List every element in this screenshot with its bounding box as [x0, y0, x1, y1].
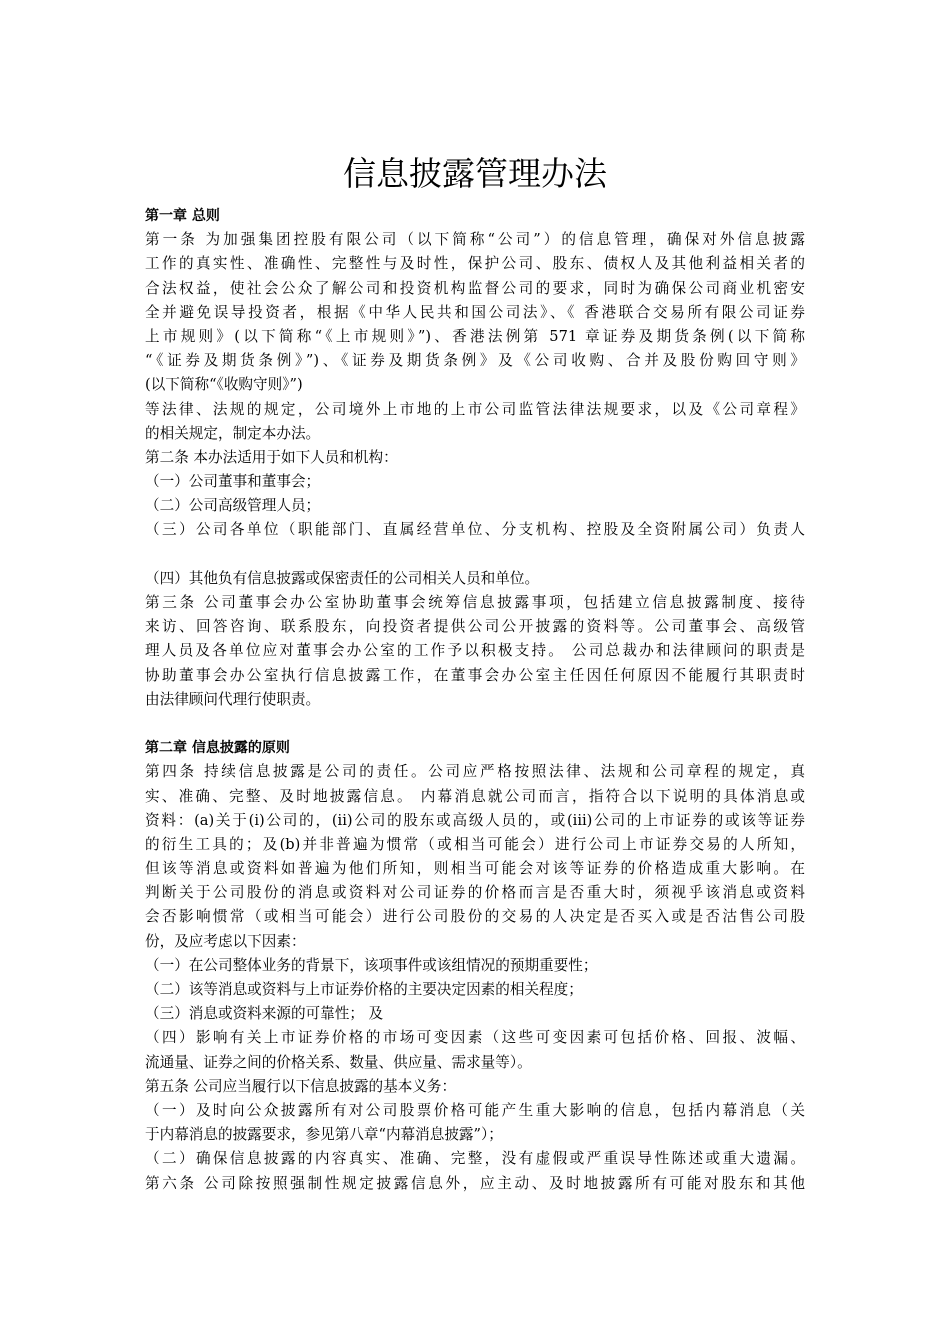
text-line: 第六条 公司除按照强制性规定披露信息外，应主动、及时地披露所有可能对股东和其他 — [145, 1174, 805, 1192]
text-line: 第三条 公司董事会办公室协助董事会统筹信息披露事项，包括建立信息披露制度、接待 — [145, 594, 805, 611]
text-line: 于内幕消息的披露要求，参见第八章“内幕消息披露”）； — [145, 1126, 503, 1144]
text-line: 等法律、法规的规定，公司境外上市地的上市公司监管法律法规要求，以及《公司章程》 — [145, 400, 805, 418]
text-line: 会否影响惯常（或相当可能会）进行公司股份的交易的人决定是否买入或是否沽售公司股 — [145, 908, 805, 926]
text-line: (以下简称“《收购守则》”) — [145, 376, 303, 394]
text-line: 的相关规定，制定本办法。 — [145, 424, 321, 442]
text-line: “《证券及期货条例》”)、《证券及期货条例》及《公司收购、合并及股份购回守则》 — [145, 352, 805, 370]
text-line: 上市规则》(以下简称“《上市规则》”)、香港法例第 571 章证券及期货条例(以下简称 — [145, 327, 805, 345]
text-line: （一）在公司整体业务的背景下，该项事件或该组情况的预期重要性； — [145, 956, 598, 974]
text-line: 来访、回答咨询、联系股东，向投资者提供公司公开披露的资料等。公司董事会、高级管 — [145, 618, 805, 636]
document-title: 信息披露管理办法 — [343, 154, 607, 194]
text-line: （一）及时向公众披露所有对公司股票价格可能产生重大影响的信息，包括内幕消息（关 — [145, 1101, 805, 1119]
text-line: （二）公司高级管理人员； — [145, 497, 321, 515]
text-line: 第四条 持续信息披露是公司的责任。公司应严格按照法律、法规和公司章程的规定，真 — [145, 763, 805, 781]
text-line: （二）确保信息披露的内容真实、准确、完整，没有虚假或严重误导性陈述或重大遗漏。 — [145, 1150, 805, 1168]
text-line: 理人员及各单位应对董事会办公室的工作予以积极支持。 公司总裁办和法律顾问的职责是 — [145, 642, 805, 660]
text-line: 资料：(a)关于(i)公司的，(ii)公司的股东或高级人员的，或(iii)公司的上市证券的或该等证券 — [145, 811, 805, 829]
text-line: 由法律顾问代理行使职责。 — [145, 690, 321, 708]
text-line: （三）公司各单位（职能部门、直属经营单位、分支机构、控股及全资附属公司）负责人 — [145, 521, 805, 539]
text-line: （三）消息或资料来源的可靠性； 及 — [145, 1005, 384, 1023]
text-line: 第五条 公司应当履行以下信息披露的基本义务： — [145, 1077, 457, 1095]
text-line: （一）公司董事和董事会； — [145, 473, 321, 491]
text-line: 第二条 本办法适用于如下人员和机构： — [145, 448, 398, 466]
blank-line — [145, 543, 805, 567]
text-line: （四）其他负有信息披露或保密责任的公司相关人员和单位。 — [145, 569, 540, 587]
text-line: 流通量、证券之间的价格关系、数量、供应量、需求量等）。 — [145, 1053, 532, 1071]
text-line: 但该等消息或资料如普遍为他们所知，则相当可能会对该等证券的价格造成重大影响。在 — [145, 860, 805, 878]
text-line: 工作的真实性、准确性、完整性与及时性，保护公司、股东、债权人及其他利益相关者的 — [145, 255, 805, 273]
text-line: 份，及应考虑以下因素： — [145, 932, 306, 950]
text-line: 全并避免误导投资者，根据《中华人民共和国公司法》、《 香港联合交易所有限公司证券 — [145, 303, 805, 321]
text-line: 合法权益，使社会公众了解公司和投资机构监督公司的要求，同时为确保公司商业机密安 — [145, 279, 805, 297]
chapter-heading: 第二章 信息披露的原则 — [145, 740, 290, 757]
text-line: 判断关于公司股份的消息或资料对公司证券的价格而言是否重大时，须视乎该消息或资料 — [145, 884, 805, 902]
document-body — [145, 204, 805, 1196]
text-line: （二）该等消息或资料与上市证券价格的主要决定因素的相关程度； — [145, 981, 583, 998]
chapter-heading: 第一章 总则 — [145, 208, 220, 224]
text-line: 的衍生工具的；及(b)并非普遍为惯常（或相当可能会）进行公司上市证券交易的人所知， — [145, 835, 805, 853]
text-line: 第一条 为加强集团控股有限公司（以下简称“公司”）的信息管理，确保对外信息披露 — [145, 231, 805, 249]
blank-line — [145, 712, 805, 736]
text-line: （四）影响有关上市证券价格的市场可变因素（这些可变因素可包括价格、回报、波幅、 — [145, 1029, 805, 1047]
text-line: 实、准确、完整、及时地披露信息。 内幕消息就公司而言，指符合以下说明的具体消息或 — [145, 787, 805, 805]
text-line: 协助董事会办公室执行信息披露工作，在董事会办公室主任因任何原因不能履行其职责时 — [145, 666, 805, 684]
